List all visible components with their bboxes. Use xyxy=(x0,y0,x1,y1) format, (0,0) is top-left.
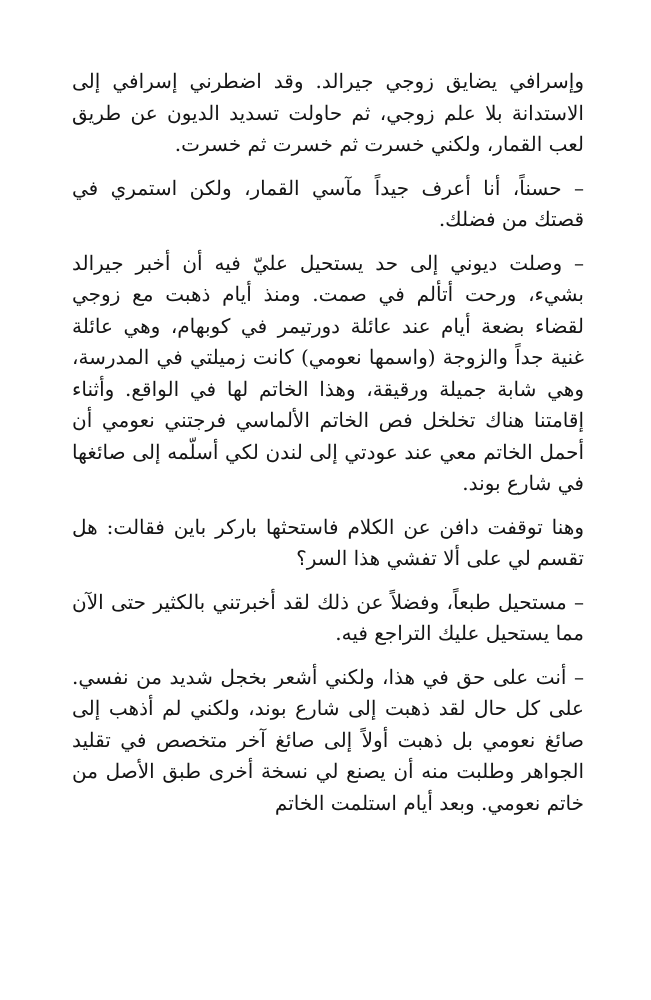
paragraph-5: – مستحيل طبعاً، وفضلاً عن ذلك لقد أخبرتني بالكثير حتى الآن مما يستحيل عليك التراجع فيه. xyxy=(72,589,584,645)
page-text xyxy=(72,66,584,819)
paragraph-2: – حسناً، أنا أعرف جيداً مآسي القمار، ولكن استمري في قصتك من فضلك. xyxy=(72,175,584,231)
paragraph-6: – أنت على حق في هذا، ولكني أشعر بخجل شديد من نفسي. على كل حال لقد ذهبت إلى شارع بوند، ولكني لم أذهب إلى صائغ نعومي بل ذهبت أولاً إلى صائغ آخر متخصص في تقليد الجواهر وطلبت منه أن يصنع لي نسخة أخرى طبق الأصل من خاتم نعومي. وبعد أيام استلمت الخاتم xyxy=(72,664,584,815)
paragraph-4: وهنا توقفت دافن عن الكلام فاستحثها باركر باين فقالت: هل تقسم لي على ألا تفشي هذا السر؟ xyxy=(72,514,584,570)
paragraph-3: – وصلت ديوني إلى حد يستحيل عليّ فيه أن أخبر جيرالد بشيء، ورحت أتألم في صمت. ومنذ أيام ذهبت مع زوجي لقضاء بضعة أيام عند عائلة دورتيمر في كوبهام، وهي عائلة غنية جداً والزوجة (واسمها نعومي) كانت زميلتي في المدرسة، وهي شابة جميلة ورقيقة، وهذا الخاتم لها في الواقع. وأثناء إقامتنا هناك تخلخل فص الخاتم الألماسي فرجتني نعومي أن أحمل الخاتم معي عند عودتي إلى لندن لكي أسلّمه إلى صائغها في شارع بوند. xyxy=(72,250,584,495)
paragraph-1: وإسرافي يضايق زوجي جيرالد. وقد اضطرني إسرافي إلى الاستدانة بلا علم زوجي، ثم حاولت تسديد الديون عن طريق لعب القمار، ولكني خسرت ثم خسرت ثم خسرت. xyxy=(72,69,584,156)
